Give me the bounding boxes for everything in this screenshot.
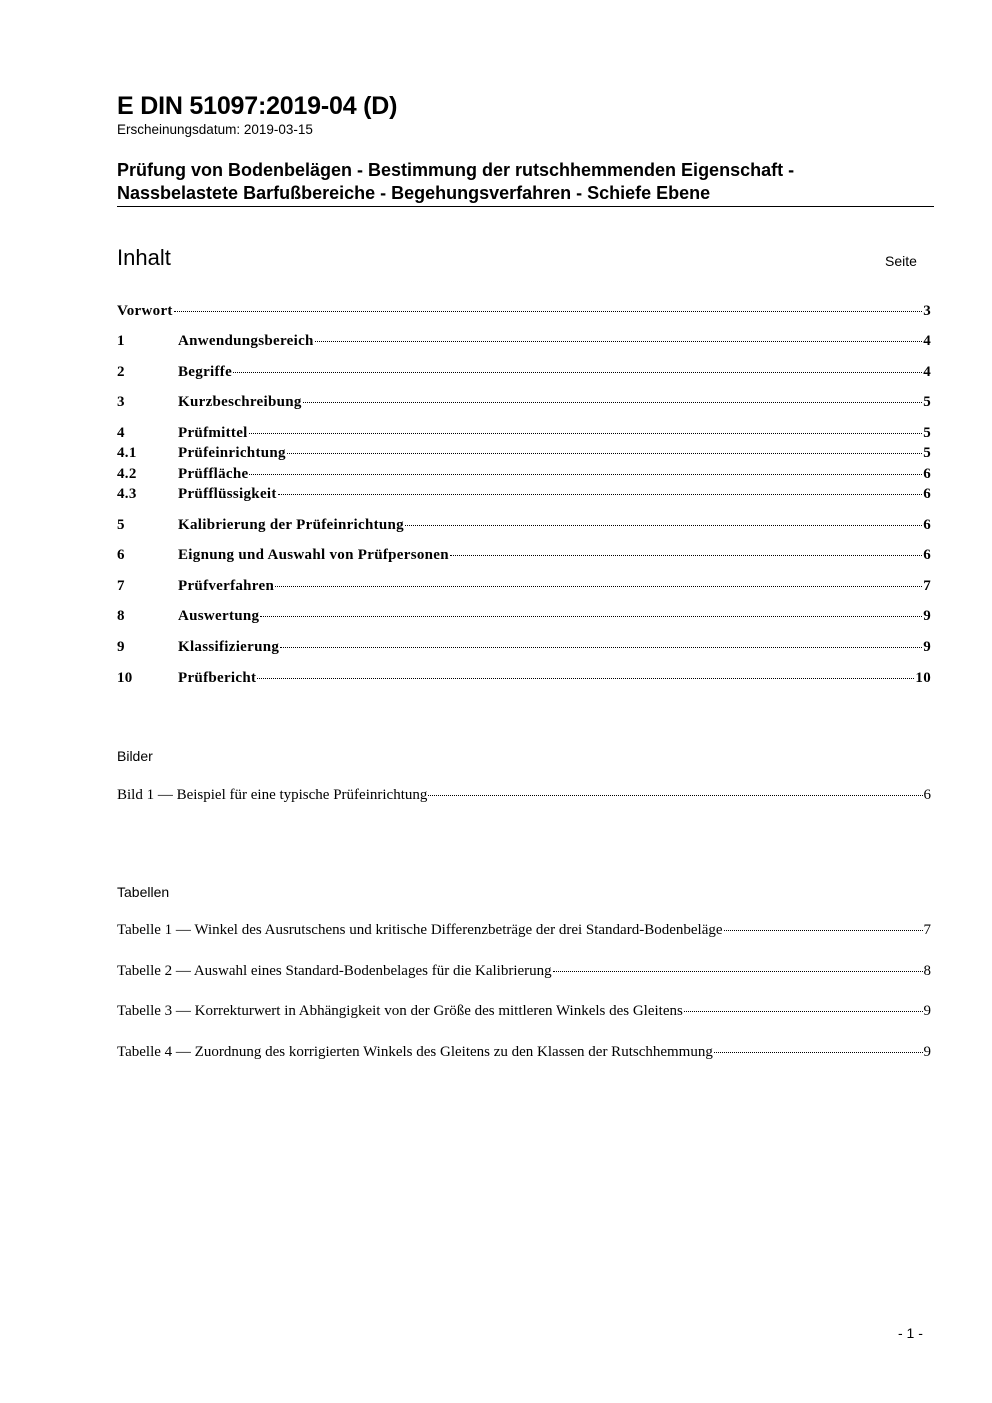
toc-entry-number: 1: [117, 333, 125, 349]
toc-entry-number: 9: [117, 639, 125, 655]
toc-leader: [278, 494, 923, 495]
title-divider: [117, 206, 934, 207]
toc-entry-number: 4.3: [117, 486, 137, 502]
toc-entry-page: 4: [923, 364, 931, 380]
toc-entry-page: 5: [923, 445, 931, 461]
figures-heading: Bilder: [117, 748, 153, 764]
toc-entry[interactable]: [117, 486, 931, 503]
table-list-entry[interactable]: [117, 963, 931, 980]
toc-entry-label: Vorwort: [117, 303, 173, 319]
toc-leader: [280, 647, 922, 648]
toc-entry-number: 5: [117, 517, 125, 533]
toc-entry-number: 2: [117, 364, 125, 380]
table-list-entry[interactable]: [117, 1003, 931, 1020]
document-title-line-1: Prüfung von Bodenbelägen - Bestimmung der rutschhemmenden Eigenschaft -: [117, 160, 795, 180]
toc-entry[interactable]: [117, 517, 931, 534]
toc-leader: [174, 311, 922, 312]
toc-entry-label: Prüfverfahren: [178, 578, 275, 594]
toc-entry-number: 6: [117, 547, 125, 563]
toc-leader: [724, 930, 923, 931]
table-entry-label: Tabelle 2 — Auswahl eines Standard-Bodenbelages für die Kalibrierung: [117, 963, 552, 979]
table-entry-label: Tabelle 3 — Korrekturwert in Abhängigkeit von der Größe des mittleren Winkels des Gleitens: [117, 1003, 683, 1019]
toc-entry-page: 6: [923, 517, 931, 533]
toc-entry-page: 5: [923, 425, 931, 441]
toc-leader: [303, 402, 922, 403]
toc-entry[interactable]: [117, 333, 931, 350]
table-entry-page: 9: [923, 1044, 931, 1060]
table-entry-label: Tabelle 1 — Winkel des Ausrutschens und kritische Differenzbeträge der drei Standard-Bodenbeläge: [117, 922, 723, 938]
figure-entry-label: Bild 1 — Beispiel für eine typische Prüfeinrichtung: [117, 787, 428, 803]
toc-entry-number: 3: [117, 394, 125, 410]
toc-leader: [233, 372, 922, 373]
toc-leader: [249, 433, 923, 434]
toc-entry-label: Prüfeinrichtung: [178, 445, 286, 461]
toc-entry-label: Kalibrierung der Prüfeinrichtung: [178, 517, 404, 533]
toc-entry-number: 7: [117, 578, 125, 594]
toc-entry-page: 7: [923, 578, 931, 594]
table-list-entry[interactable]: [117, 1044, 931, 1061]
toc-entry[interactable]: [117, 547, 931, 564]
toc-entry[interactable]: [117, 608, 931, 625]
toc-leader: [315, 341, 923, 342]
toc-leader: [275, 586, 922, 587]
toc-entry-number: 8: [117, 608, 125, 624]
table-entry-page: 9: [923, 1003, 931, 1019]
contents-heading: Inhalt: [117, 245, 171, 270]
toc-leader: [450, 555, 922, 556]
toc-entry-page: 6: [923, 466, 931, 482]
toc-entry-label: Klassifizierung: [178, 639, 280, 655]
toc-entry-page: 3: [923, 303, 931, 319]
toc-entry-label: Prüfmittel: [178, 425, 248, 441]
toc-entry[interactable]: [117, 578, 931, 595]
table-entry-label: Tabelle 4 — Zuordnung des korrigierten Winkels des Gleitens zu den Klassen der Rutschhemmung: [117, 1044, 713, 1060]
toc-entry-page: 6: [923, 486, 931, 502]
document-id: E DIN 51097:2019-04 (D): [117, 92, 398, 120]
toc-entry-label: Eignung und Auswahl von Prüfpersonen: [178, 547, 449, 563]
toc-entry-label: Prüfbericht: [178, 670, 257, 686]
document-title: [117, 159, 933, 205]
toc-entry-label: Anwendungsbereich: [178, 333, 314, 349]
table-entry-page: 7: [923, 922, 931, 938]
toc-leader: [249, 474, 922, 475]
toc-leader: [428, 795, 922, 796]
toc-entry[interactable]: [117, 394, 931, 411]
toc-leader: [260, 616, 922, 617]
toc-leader: [257, 678, 914, 679]
toc-entry[interactable]: [117, 466, 931, 483]
toc-entry-label: Prüfflüssigkeit: [178, 486, 277, 502]
toc-entry[interactable]: [117, 639, 931, 656]
toc-leader: [405, 525, 922, 526]
toc-entry-number: 4.2: [117, 466, 137, 482]
toc-leader: [553, 971, 923, 972]
toc-entry[interactable]: [117, 364, 931, 381]
issue-date: Erscheinungsdatum: 2019-03-15: [117, 122, 313, 137]
toc-entry-page: 10: [915, 670, 931, 686]
toc-entry-label: Prüffläche: [178, 466, 249, 482]
table-list-entry[interactable]: [117, 922, 931, 939]
figure-list-entry[interactable]: [117, 787, 931, 804]
table-entry-page: 8: [923, 963, 931, 979]
toc-entry-number: 10: [117, 670, 133, 686]
figure-entry-page: 6: [923, 787, 931, 803]
toc-entry[interactable]: [117, 425, 931, 442]
toc-entry-label: Begriffe: [178, 364, 233, 380]
toc-entry-page: 4: [923, 333, 931, 349]
toc-entry-foreword[interactable]: [117, 303, 931, 320]
page-number: - 1 -: [898, 1325, 923, 1341]
page-column-heading: Seite: [885, 253, 917, 269]
toc-entry-label: Auswertung: [178, 608, 260, 624]
toc-entry-label: Kurzbeschreibung: [178, 394, 302, 410]
toc-entry-page: 9: [923, 608, 931, 624]
toc-leader: [714, 1052, 923, 1053]
toc-entry-number: 4: [117, 425, 125, 441]
toc-leader: [684, 1011, 923, 1012]
toc-leader: [287, 453, 922, 454]
toc-entry-number: 4.1: [117, 445, 137, 461]
toc-entry-page: 9: [923, 639, 931, 655]
tables-heading: Tabellen: [117, 884, 170, 900]
document-title-line-2: Nassbelastete Barfußbereiche - Begehungsverfahren - Schiefe Ebene: [117, 183, 711, 203]
toc-entry-page: 6: [923, 547, 931, 563]
toc-entry[interactable]: [117, 670, 931, 687]
toc-entry[interactable]: [117, 445, 931, 462]
toc-entry-page: 5: [923, 394, 931, 410]
